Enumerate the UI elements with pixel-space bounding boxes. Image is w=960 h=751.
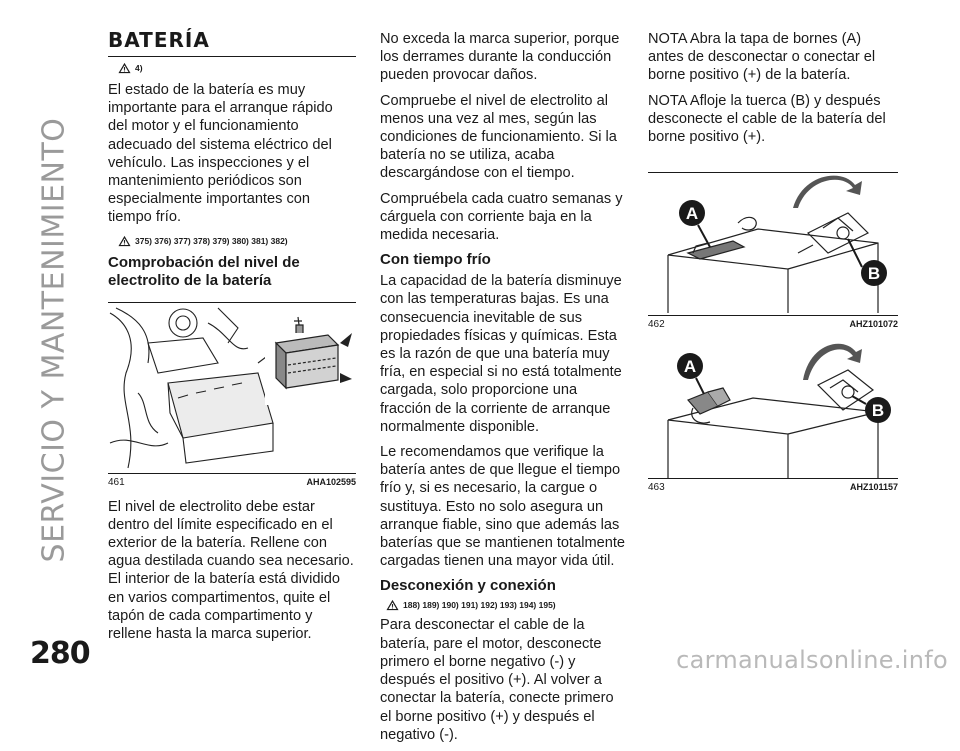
disconnect-caution-references: 188) 189) 190) 191) 192) 193) 194) 195) — [386, 598, 628, 612]
subsection-title-disconnect: Desconexión y conexión — [380, 577, 556, 595]
figure-463-label-a: A — [683, 357, 697, 377]
sidebar-section-title: SERVICIO Y MANTENIMIENTO — [36, 117, 72, 563]
figure-462-code: AHZ101072 — [849, 319, 898, 330]
figure-462-number: 462 — [648, 319, 665, 331]
col2-paragraph-1: No exceda la marca superior, porque los derrames durante la conducción pueden provocar daños. — [380, 31, 620, 84]
figure-462-label-a: A — [685, 204, 699, 224]
page-number: 280 — [30, 636, 90, 671]
intro-paragraph: El estado de la batería es muy importante para el arranque rápido del motor y el funcionamiento adecuado del sistema eléctrico del vehículo. Las inspecciones y el mantenimiento periódicos son especialmente importantes con tiempo frío. — [108, 82, 333, 226]
col2-paragraph-6: Para desconectar el cable de la batería, pare el motor, desconecte primero el borne negativo (-) y después el positivo (+). Al volver a conectar la batería, conecte primero el borne positivo (+) y después el negativo (-). — [380, 617, 614, 743]
figure-462-label-b: B — [867, 264, 881, 284]
note-2: NOTA Afloje la tuerca (B) y después desconecte el cable de la batería del borne positivo (+). — [648, 92, 886, 146]
caution-references: 375) 376) 377) 378) 379) 380) 381) 382) — [118, 234, 356, 248]
electrolyte-paragraph: El nivel de electrolito debe estar dentro del límite especificado en el exterior de la batería. Rellene con agua destilada cuando sea necesario. El interior de la batería está dividido en varios compartimentos, quite el tapón de cada compartimento y rellene hasta la marca superior. — [108, 498, 354, 643]
col2-paragraph-2: Compruebe el nivel de electrolito al menos una vez al mes, según las condiciones de funcionamiento. Si la batería no se utiliza, acaba descargándose con el tiempo. — [380, 92, 617, 182]
warning-triangle-icon — [118, 62, 131, 74]
note-1: NOTA Abra la tapa de bornes (A) antes de desconectar o conectar el borne positivo (+) de la batería. — [648, 31, 876, 84]
figure-461-number: 461 — [108, 476, 125, 488]
figure-462-caption — [648, 315, 898, 330]
figure-463-code: AHZ101157 — [849, 482, 898, 493]
figure-463-caption — [648, 478, 898, 493]
figure-463-number: 463 — [648, 482, 665, 494]
column-2 — [380, 30, 628, 751]
column-1 — [108, 28, 356, 650]
col2-paragraph-3: Compruébela cada cuatro semanas y cárguela con corriente baja en la medida necesaria. — [380, 190, 623, 244]
figure-462-battery-terminal-cover-illustration — [648, 173, 898, 315]
figure-463-label-b: B — [871, 401, 885, 421]
subsection-title-electrolyte: Comprobación del nivel de electrolito de la batería — [108, 253, 300, 289]
figure-461-code: AHA102595 — [306, 476, 356, 487]
subsection-title-cold-weather: Con tiempo frío — [380, 251, 491, 269]
column-3 — [648, 30, 898, 503]
warning-reference: 4) — [118, 61, 356, 75]
figure-461-engine-battery-illustration — [108, 303, 356, 473]
caution-triangle-icon — [118, 235, 131, 247]
figure-463-battery-nut-illustration — [648, 340, 898, 478]
watermark: carmanualsonline.info — [676, 646, 948, 674]
caution-triangle-icon — [386, 599, 399, 611]
col2-paragraph-4: La capacidad de la batería disminuye con las temperaturas bajas. Es una consecuencia inevitable de sus propiedades físicas y químicas. Esta es la razón de que una batería muy fría, en especial si no está totalmente cargada, solo proporcione una fracción de la corriente de arranque normalmente disponible. — [380, 273, 622, 435]
section-title: BATERÍA — [108, 28, 356, 57]
figure-461-caption — [108, 473, 356, 488]
col2-paragraph-5: Le recomendamos que verifique la batería antes de que llegue el tiempo frío y, si es necesario, la cargue o sustituya. Esto no solo asegura un arranque fiable, sino que además las baterías que se mantienen totalmente cargadas tienen una mayor vida útil. — [380, 444, 626, 570]
